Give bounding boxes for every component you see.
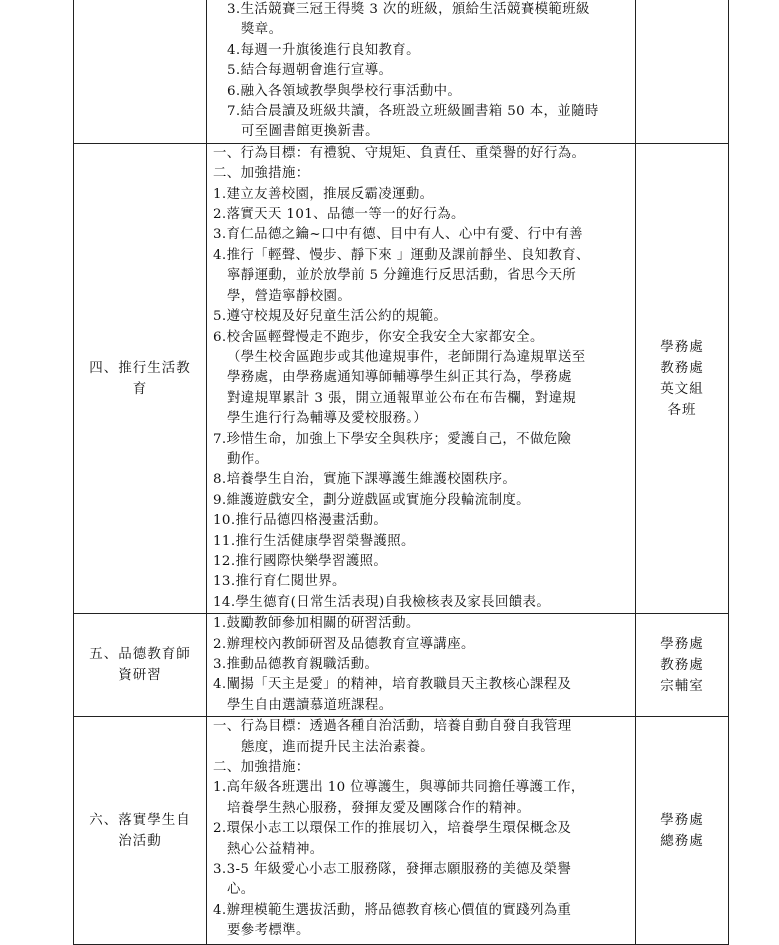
item-title: 五、品德教育師資研習	[89, 646, 191, 684]
unit-label: 教務處	[660, 359, 704, 376]
content-line: 1.建立友善校園，推展反霸凌運動。	[213, 186, 434, 202]
content-line: 5.結合每週朝會進行宣導。	[227, 63, 393, 79]
content-line: 二、加強措施：	[213, 760, 310, 776]
content-line: 14.學生德育(日常生活表現)自我檢核表及家長回饋表。	[213, 594, 551, 610]
content-line: 5.遵守校規及好兒童生活公約的規範。	[213, 309, 448, 325]
content-line: 一、行為目標：透過各種自治活動，培養自動自發自我管理	[213, 719, 572, 735]
content-line: 4.每週一升旗後進行良知教育。	[227, 42, 420, 58]
content-line: 學務處，由學務處通知導師輔導學生糾正其行為，學務處	[227, 370, 572, 386]
item-title: 四、推行生活教育	[89, 359, 191, 397]
unit-list	[636, 634, 728, 697]
content-line: 3.生活競賽三冠王得獎 3 次的班級，頒給生活競賽模範班級	[227, 2, 590, 17]
content-line: 學生進行行為輔導及愛校服務。）	[227, 411, 428, 427]
unit-list	[636, 810, 728, 852]
table-row	[74, 614, 729, 717]
item-cell	[74, 717, 207, 945]
unit-cell	[636, 717, 729, 945]
content-line: 寧靜運動，並於放學前 5 分鐘進行反思活動，省思今天所	[227, 268, 577, 284]
content-line: 2.環保小志工以環保工作的推展切入，培養學生環保概念及	[213, 821, 572, 837]
content-line: 對違規單累計 3 張，開立通報單並公布在布告欄，對違規	[227, 390, 577, 406]
content-line: 二、加強措施：	[213, 166, 310, 182]
unit-label: 總務處	[660, 832, 704, 849]
content-cell	[207, 0, 636, 143]
unit-label: 教務處	[660, 656, 704, 673]
content-cell	[207, 143, 636, 613]
table-row	[74, 717, 729, 945]
content-line: 7.結合晨讀及班級共讀，各班設立班級圖書箱 50 本，並隨時	[227, 104, 599, 120]
content-line: 培養學生熱心服務，發揮友愛及團隊合作的精神。	[227, 800, 531, 816]
item-cell	[74, 0, 207, 143]
content-line: 6.校舍區輕聲慢走不跑步，你安全我安全大家都安全。	[213, 329, 544, 345]
content-line: 一、行為目標：有禮貌、守規矩、負責任、重榮譽的好行為。	[213, 145, 586, 161]
content-cell	[207, 614, 636, 717]
content-line: 9.維護遊戲安全，劃分遊戲區或實施分段輪流制度。	[213, 492, 530, 508]
unit-label: 學務處	[660, 635, 704, 652]
unit-cell	[636, 0, 729, 143]
unit-label: 各班	[667, 401, 697, 418]
unit-cell	[636, 143, 729, 613]
content-line: 態度，進而提升民主法治素養。	[241, 739, 435, 755]
content-line: 12.推行國際快樂學習護照。	[213, 553, 388, 569]
content-line: 獎章。	[241, 22, 283, 38]
content-line: 3.育仁品德之鑰~口中有德、目中有人、心中有愛、行中有善	[213, 227, 583, 243]
content-line: 熱心公益精神。	[227, 841, 324, 857]
content-line: 可至圖書館更換新書。	[241, 124, 379, 140]
content-line: 3.3-5 年級愛心小志工服務隊，發揮志願服務的美德及榮譽	[213, 862, 572, 878]
item-title: 六、落實學生自治活動	[89, 811, 191, 849]
table-row	[74, 143, 729, 613]
content-line: 學生自由選讀慕道班課程。	[227, 697, 393, 713]
content-line: 1.高年級各班選出 10 位導護生，與導師共同擔任導護工作，	[213, 780, 585, 796]
content-line: 2.落實天天 101、品德一等一的好行為。	[213, 207, 465, 223]
unit-cell	[636, 614, 729, 717]
content-line: 4.辦理模範生選拔活動，將品德教育核心價值的實踐列為重	[213, 902, 572, 918]
content-line: （學生校舍區跑步或其他違規事件，老師開行為違規單送至	[227, 349, 586, 365]
content-line: 11.推行生活健康學習榮譽護照。	[213, 533, 415, 549]
unit-label: 學務處	[660, 811, 704, 828]
content-line: 8.培養學生自治，實施下課導護生維護校園秩序。	[213, 472, 517, 488]
plan-table	[73, 0, 729, 945]
content-line: 要參考標準。	[227, 923, 310, 939]
content-line: 2.辦理校內教師研習及品德教育宣導講座。	[213, 636, 475, 652]
content-line: 4.闡揚「天主是愛」的精神，培育教職員天主教核心課程及	[213, 677, 572, 693]
unit-label: 學務處	[660, 338, 704, 355]
content-line: 心。	[227, 882, 255, 898]
unit-label: 英文組	[660, 380, 704, 397]
content-cell	[207, 717, 636, 945]
content-line: 4.推行「輕聲、慢步、靜下來 」運動及課前靜坐、良知教育、	[213, 247, 590, 263]
content-line: 學，營造寧靜校園。	[227, 288, 352, 304]
content-line: 6.融入各領域教學與學校行事活動中。	[227, 83, 462, 99]
content-line: 3.推動品德教育親職活動。	[213, 657, 379, 672]
item-cell	[74, 614, 207, 717]
content-line: 動作。	[227, 451, 269, 467]
content-line: 1.鼓勵教師參加相關的研習活動。	[213, 616, 420, 632]
table-row	[74, 0, 729, 143]
content-line: 10.推行品德四格漫畫活動。	[213, 513, 388, 529]
item-cell	[74, 143, 207, 613]
unit-list	[636, 337, 728, 421]
content-line: 7.珍惜生命，加強上下學安全與秩序；愛護自己，不做危險	[213, 431, 572, 447]
unit-label: 宗輔室	[660, 677, 704, 694]
content-line: 13.推行育仁閱世界。	[213, 574, 346, 590]
